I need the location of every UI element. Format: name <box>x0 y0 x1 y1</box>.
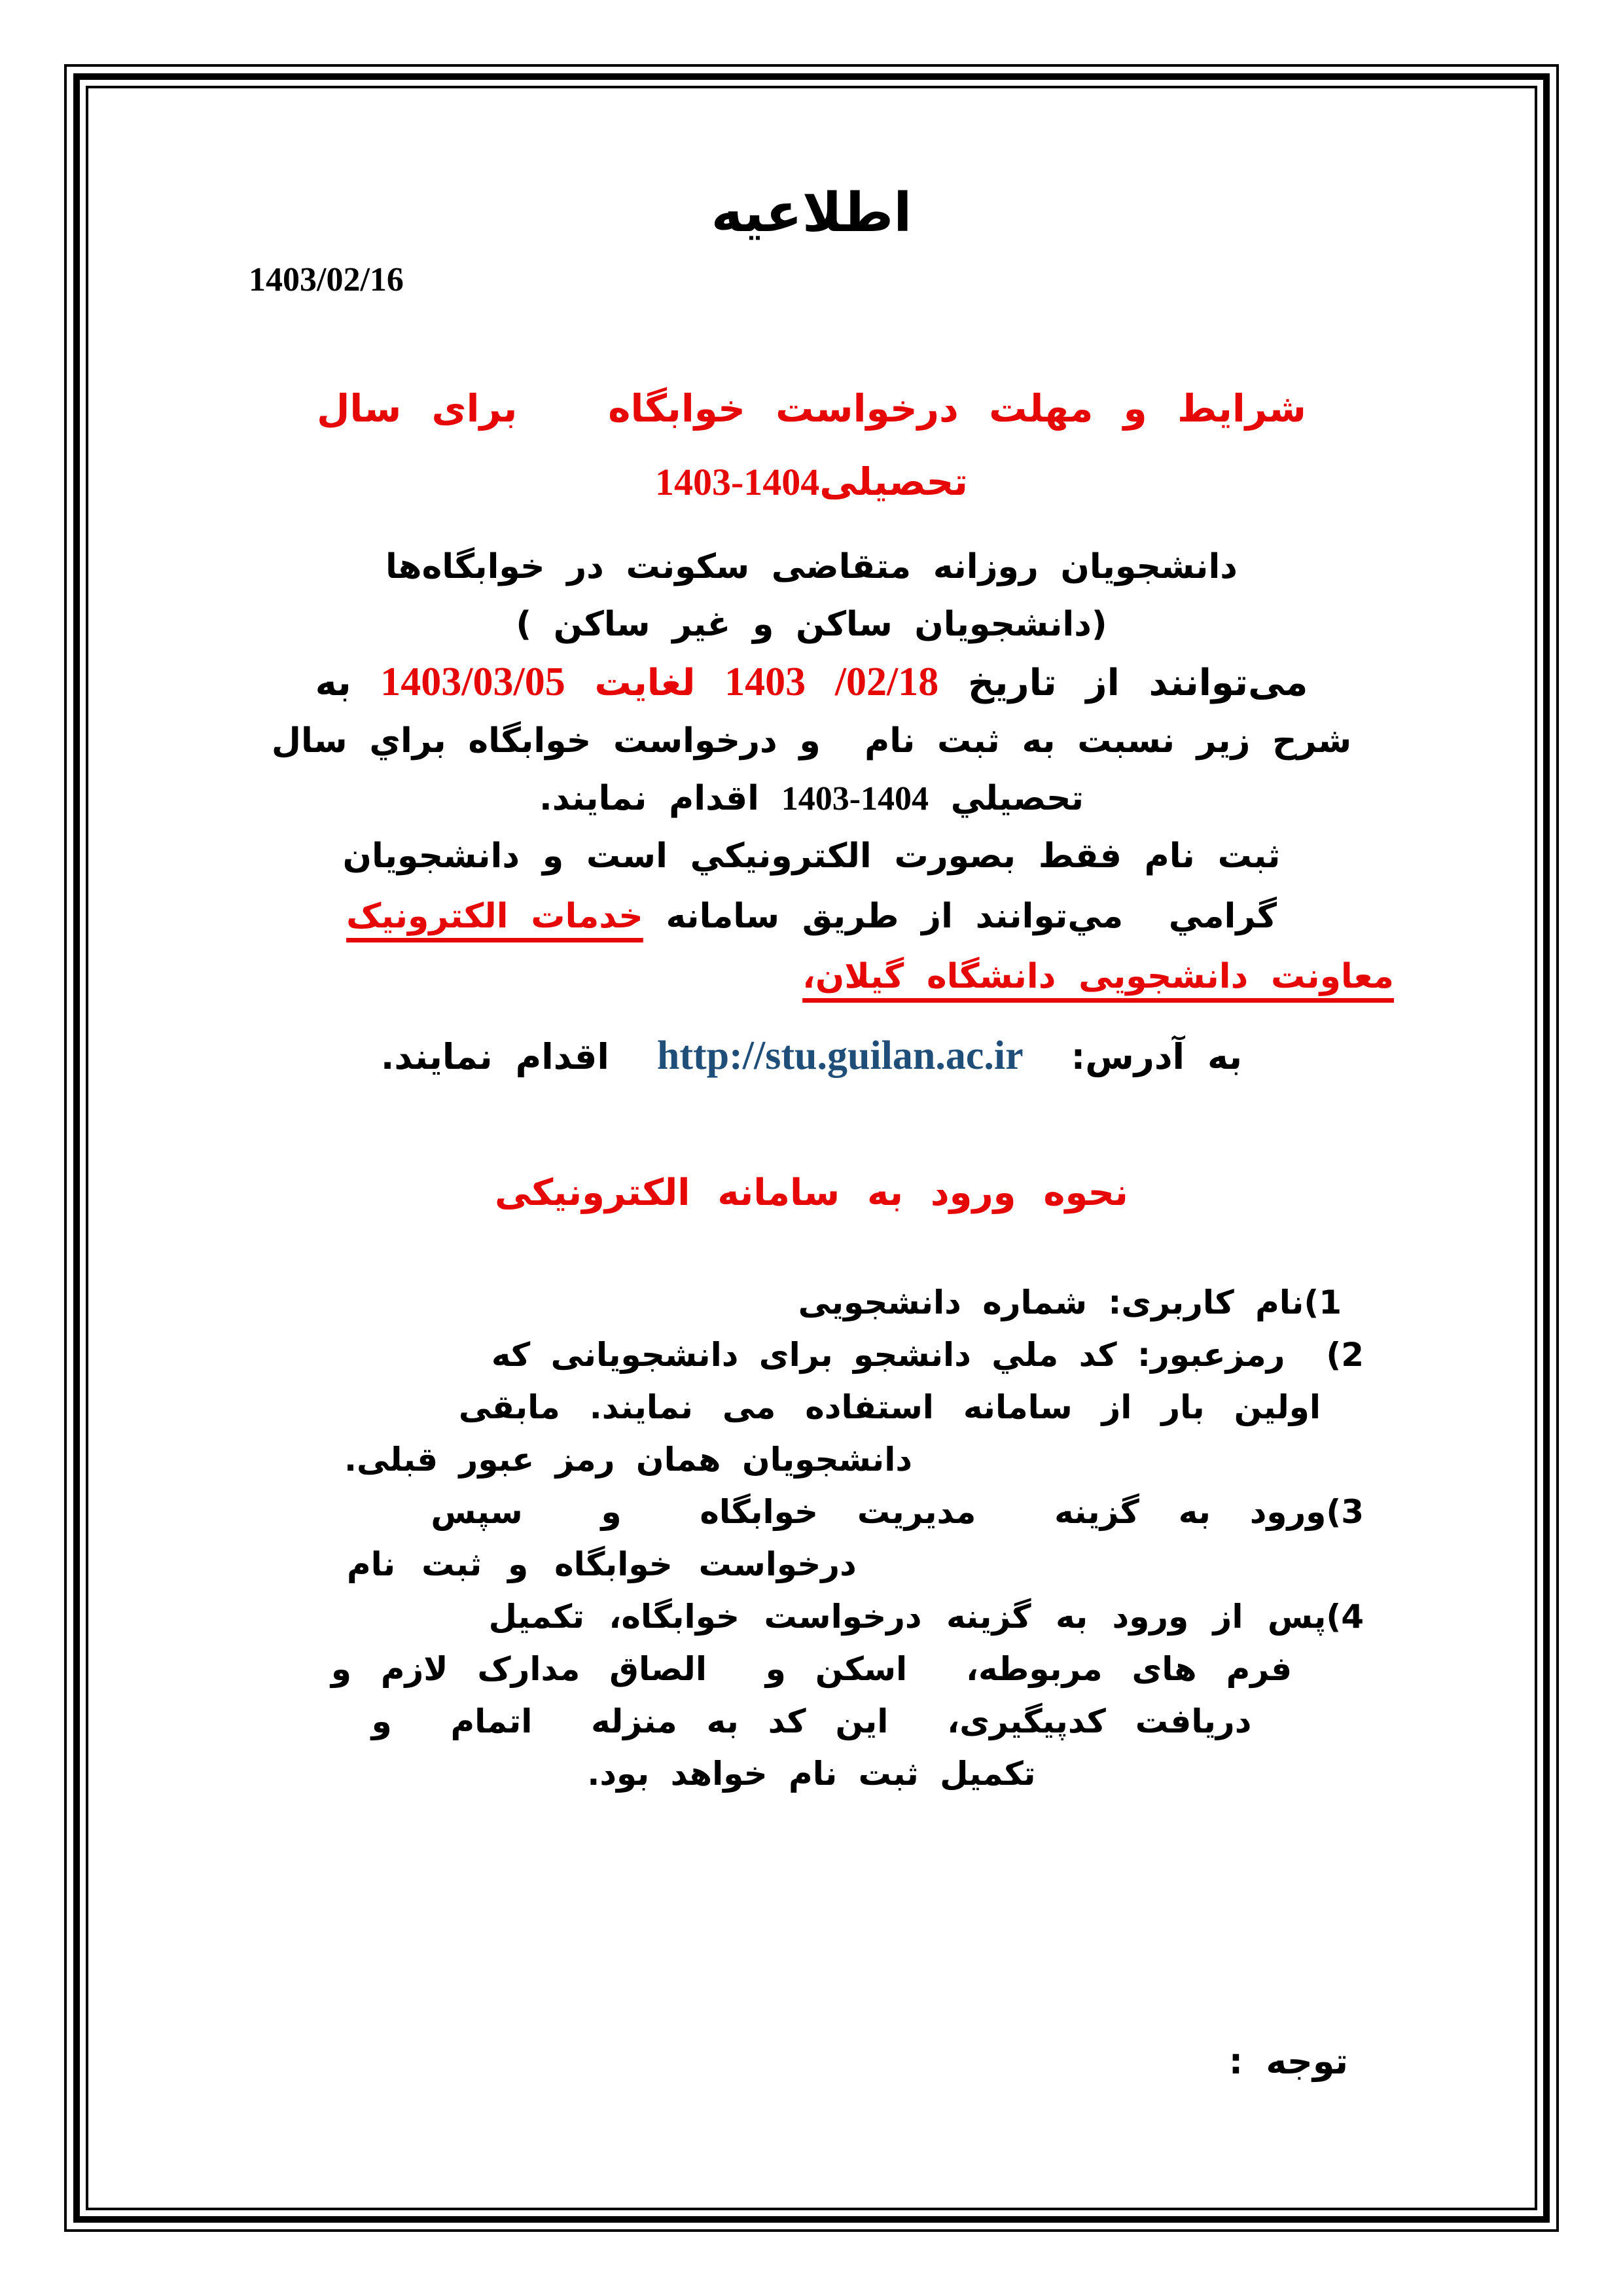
dates-suffix: به <box>315 662 381 704</box>
e-services-link-text[interactable]: خدمات الکترونیک <box>346 897 643 936</box>
list-item-4-forms-line-4: تکمیل ثبت نام خواهد بود. <box>587 1755 1036 1793</box>
end-date: 1403/03/05 <box>380 660 565 704</box>
list-item-1-username: 1)نام کاربری: شماره دانشجویی <box>798 1283 1342 1321</box>
heading-line-1: شرایط و مهلت درخواست خوابگاه برای سال <box>317 386 1306 431</box>
list-item-4-forms-line-1: 4)پس از ورود به گزینه درخواست خوابگاه، تکمیل <box>488 1598 1364 1636</box>
portal-url-link[interactable]: http://stu.guilan.ac.ir <box>656 1033 1024 1078</box>
e-reg-line-2-black: گرامي مي‌توانند از طریق سامانه <box>643 897 1277 936</box>
registration-dates-line <box>151 653 1472 712</box>
e-reg-line-1: ثبت نام فقط بصورت الکترونيکي است و دانشجویان <box>342 836 1281 876</box>
login-steps-list <box>151 1276 1472 1800</box>
list-item-3-menu-line-1: 3)ورود به گزینه مدیریت خوابگاه و سپس <box>431 1493 1364 1531</box>
heading-year-word: تحصیلی <box>819 459 969 504</box>
heading-line-2 <box>151 445 1472 519</box>
e-reg-line-2 <box>151 886 1472 946</box>
start-date-year: 1403 <box>724 660 806 704</box>
heading-academic-years: 1403-1404 <box>654 461 820 503</box>
list-item-2-password-line-1: 2) رمزعبور: کد ملي دانشجو برای دانشجویانی که <box>491 1336 1364 1374</box>
list-item-3-menu-line-2: درخواست خوابگاه و ثبت نام <box>347 1545 857 1583</box>
proceed-text: اقدام نمایند. <box>539 779 781 818</box>
list-item-2-password-line-3: دانشجویان همان رمز عبور قبلی. <box>344 1441 913 1479</box>
student-affairs-link-text[interactable]: معاونت دانشجویی دانشگاه گیلان، <box>802 957 1394 996</box>
list-item-4-forms-line-3: دریافت کدپیگیری، این کد به منزله اتمام و <box>371 1702 1252 1740</box>
intro-line-5 <box>151 770 1472 828</box>
year-word: تحصيلي <box>929 779 1084 818</box>
list-item-2-password-line-2: اولین بار از سامانه استفاده می نمایند. مابقی <box>458 1388 1321 1426</box>
address-line <box>151 1033 1472 1079</box>
intro-line-4: شرح زیر نسبت به ثبت نام و درخواست خوابگاه براي سال <box>271 721 1352 761</box>
intro-line-1: دانشجویان روزانه متقاضی سکونت در خوابگاه‌ها <box>385 547 1238 586</box>
e-reg-line-3 <box>151 946 1472 1007</box>
address-prefix: به آدرس: <box>1048 1036 1243 1077</box>
attention-label: توجه : <box>1228 2041 1348 2082</box>
list-item-4-forms-line-2: فرم های مربوطه، اسکن و الصاق مدارک لازم و <box>330 1650 1293 1688</box>
electronic-registration-paragraph <box>151 826 1472 1007</box>
page-title: اطلاعیه <box>711 182 912 244</box>
dates-prefix: می‌توانند از تاریخ <box>938 662 1308 704</box>
intro-line-2: (دانشجویان ساکن و غیر ساکن ) <box>516 605 1107 644</box>
login-steps-heading: نحوه ورود به سامانه الکترونیکی <box>495 1172 1128 1214</box>
dates-until-word: لغایت <box>565 662 725 704</box>
announcement-heading <box>151 372 1472 519</box>
address-suffix: اقدام نمایند. <box>380 1036 632 1077</box>
academic-years: 1403-1404 <box>781 780 929 817</box>
intro-paragraph <box>151 538 1472 828</box>
date-label: 1403/02/16 <box>249 261 404 298</box>
start-date-day-month: /02/18 <box>834 660 939 704</box>
